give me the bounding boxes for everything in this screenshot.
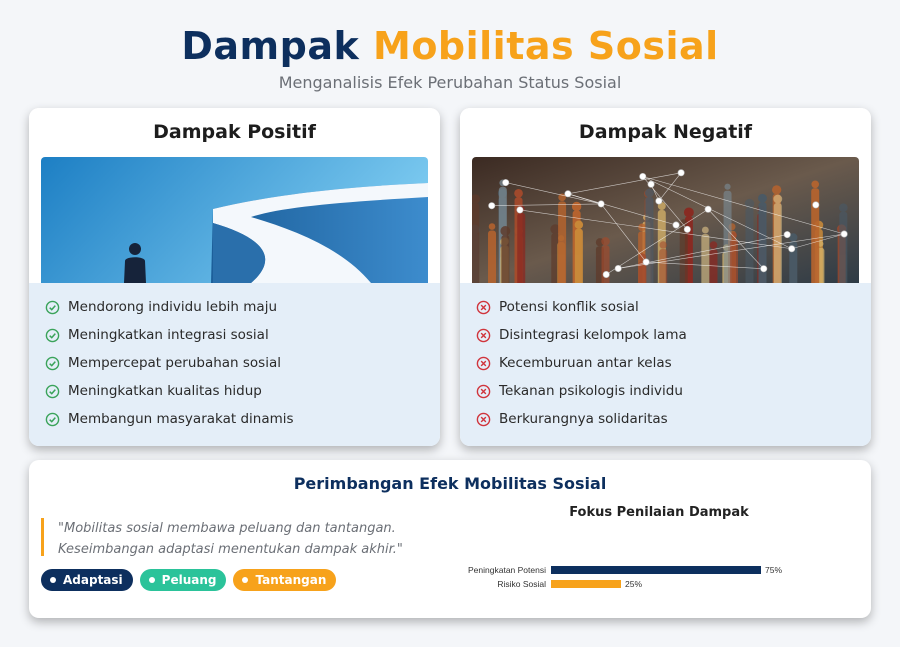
tag-label: Tantangan <box>255 573 327 587</box>
x-circle-icon <box>476 384 491 399</box>
check-circle-icon <box>45 384 60 399</box>
positive-card-title: Dampak Positif <box>153 121 316 143</box>
check-circle-icon <box>45 328 60 343</box>
negative-item <box>476 409 668 429</box>
negative-item <box>476 325 687 345</box>
positive-item <box>45 353 281 373</box>
negative-impact-card <box>460 108 871 446</box>
value-label: 75% <box>765 565 783 575</box>
positive-item-label: Meningkatkan kualitas hidup <box>68 383 262 399</box>
negative-card-title: Dampak Negatif <box>578 121 753 143</box>
negative-item-label: Disintegrasi kelompok lama <box>499 327 687 343</box>
tag-peluang <box>140 569 227 591</box>
balance-title: Perimbangan Efek Mobilitas Sosial <box>293 474 607 493</box>
positive-item <box>45 409 294 429</box>
tag-label: Peluang <box>161 573 217 587</box>
positive-item-label: Membangun masyarakat dinamis <box>68 411 294 427</box>
tag-dot <box>50 577 56 583</box>
balance-quote: "Mobilitas sosial membawa peluang dan tantangan. Keseimbangan adaptasi menentukan dampak akhir." <box>41 518 421 556</box>
tag-label: Adaptasi <box>63 573 123 587</box>
bar <box>551 566 761 574</box>
tag-list <box>41 569 336 591</box>
positive-item <box>45 325 269 345</box>
positive-item-label: Mempercepat perubahan sosial <box>68 355 281 371</box>
tag-tantangan <box>233 569 336 591</box>
positive-item <box>45 297 277 317</box>
positive-item-label: Mendorong individu lebih maju <box>68 299 278 315</box>
x-circle-icon <box>476 328 491 343</box>
rising-path-image <box>41 157 428 283</box>
tag-dot <box>149 577 155 583</box>
x-circle-icon <box>476 300 491 315</box>
category-label: Peningkatan Potensi <box>468 565 546 575</box>
page-title-part2: Mobilitas Sosial <box>373 24 719 68</box>
negative-item-label: Potensi konflik sosial <box>499 299 639 315</box>
x-circle-icon <box>476 412 491 427</box>
page-subtitle: Menganalisis Efek Perubahan Status Sosial <box>278 73 622 92</box>
positive-item <box>45 381 262 401</box>
check-circle-icon <box>45 300 60 315</box>
category-label: Risiko Sosial <box>497 579 546 589</box>
negative-item <box>476 353 672 373</box>
tag-adaptasi <box>41 569 133 591</box>
x-circle-icon <box>476 356 491 371</box>
balance-card <box>29 460 871 618</box>
impact-bar-chart <box>449 558 869 598</box>
page-title-part1: Dampak <box>181 24 360 68</box>
bar <box>551 580 621 588</box>
check-circle-icon <box>45 412 60 427</box>
crowd-network-image <box>472 157 859 283</box>
check-circle-icon <box>45 356 60 371</box>
tag-dot <box>242 577 248 583</box>
negative-item-label: Berkurangnya solidaritas <box>499 411 668 427</box>
chart-title: Fokus Penilaian Dampak <box>569 505 749 520</box>
negative-item-label: Kecemburuan antar kelas <box>499 355 672 371</box>
positive-impact-card <box>29 108 440 446</box>
value-label: 25% <box>625 579 643 589</box>
page-title <box>0 24 900 68</box>
negative-item-label: Tekanan psikologis individu <box>499 383 683 399</box>
negative-item <box>476 297 639 317</box>
negative-item <box>476 381 683 401</box>
positive-item-label: Meningkatkan integrasi sosial <box>68 327 269 343</box>
